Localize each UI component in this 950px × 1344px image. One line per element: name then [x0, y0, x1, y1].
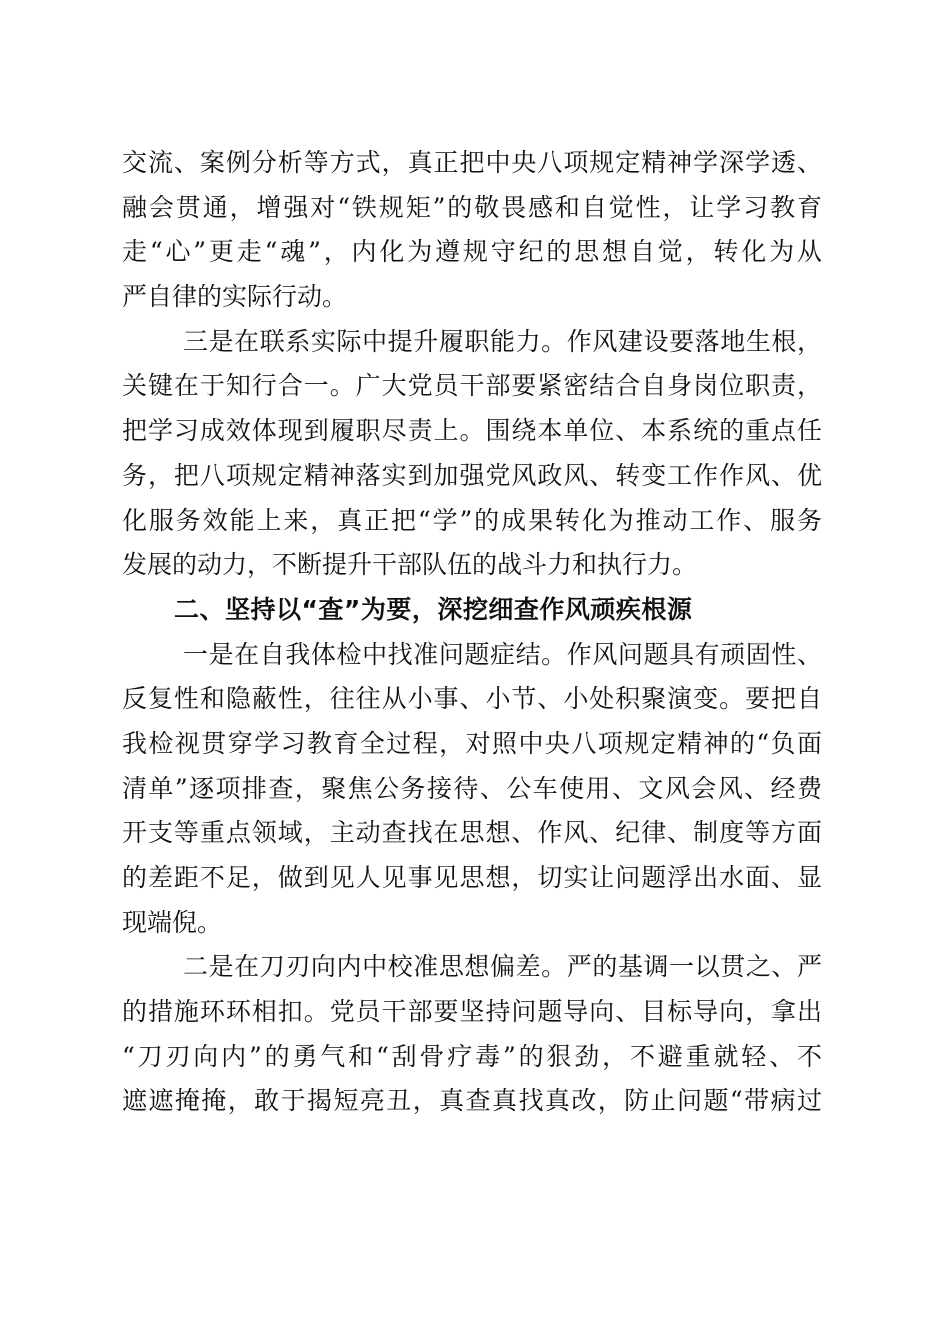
- text-line: 的措施环环相扣。党员干部要坚持问题导向、目标导向，拿出: [122, 997, 822, 1027]
- text-line: 化服务效能上来，真正把“学”的成果转化为推动工作、服务: [122, 505, 822, 535]
- text-line: 二是在刀刃向内中校准思想偏差。严的基调一以贯之、严: [183, 952, 822, 982]
- text-line: 开支等重点领域，主动查找在思想、作风、纪律、制度等方面: [122, 818, 822, 848]
- paragraph-first-point: [122, 633, 822, 946]
- text-line: 清单”逐项排查，聚焦公务接待、公车使用、文风会风、经费: [122, 773, 822, 803]
- paragraph-second-point: [122, 945, 822, 1124]
- text-line: 反复性和隐蔽性，往往从小事、小节、小处积聚演变。要把自: [122, 684, 822, 714]
- text-line: 一是在自我体检中找准问题症结。作风问题具有顽固性、: [183, 639, 822, 669]
- text-line: 我检视贯穿学习教育全过程，对照中央八项规定精神的“负面: [122, 728, 822, 758]
- text-line: 遮遮掩掩，敢于揭短亮丑，真查真找真改，防止问题“带病过: [122, 1086, 822, 1116]
- text-line: 务，把八项规定精神落实到加强党风政风、转变工作作风、优: [122, 460, 822, 490]
- text-line: 融会贯通，增强对“铁规矩”的敬畏感和自觉性，让学习教育: [122, 192, 822, 222]
- paragraph-continued: [122, 141, 822, 320]
- text-line: 发展的动力，不断提升干部队伍的战斗力和执行力。: [122, 550, 698, 580]
- text-line: “刀刃向内”的勇气和“刮骨疗毒”的狠劲，不避重就轻、不: [122, 1041, 822, 1071]
- text-line: 现端倪。: [122, 907, 223, 937]
- text-line: 严自律的实际行动。: [122, 282, 348, 312]
- text-line: 关键在于知行合一。广大党员干部要紧密结合自身岗位职责，: [122, 371, 822, 401]
- document-page: [122, 141, 822, 1124]
- text-line: 三是在联系实际中提升履职能力。作风建设要落地生根，: [183, 326, 822, 356]
- text-line: 走“心”更走“魂”，内化为遵规守纪的思想自觉，转化为从: [122, 237, 822, 267]
- text-line: 交流、案例分析等方式，真正把中央八项规定精神学深学透、: [122, 148, 822, 177]
- paragraph-third-point: [122, 320, 822, 588]
- text-line: 把学习成效体现到履职尽责上。围绕本单位、本系统的重点任: [122, 416, 822, 446]
- section-heading: 二、坚持以“查”为要，深挖细查作风顽疾根源: [174, 594, 693, 624]
- text-line: 的差距不足，做到见人见事见思想，切实让问题浮出水面、显: [122, 863, 822, 892]
